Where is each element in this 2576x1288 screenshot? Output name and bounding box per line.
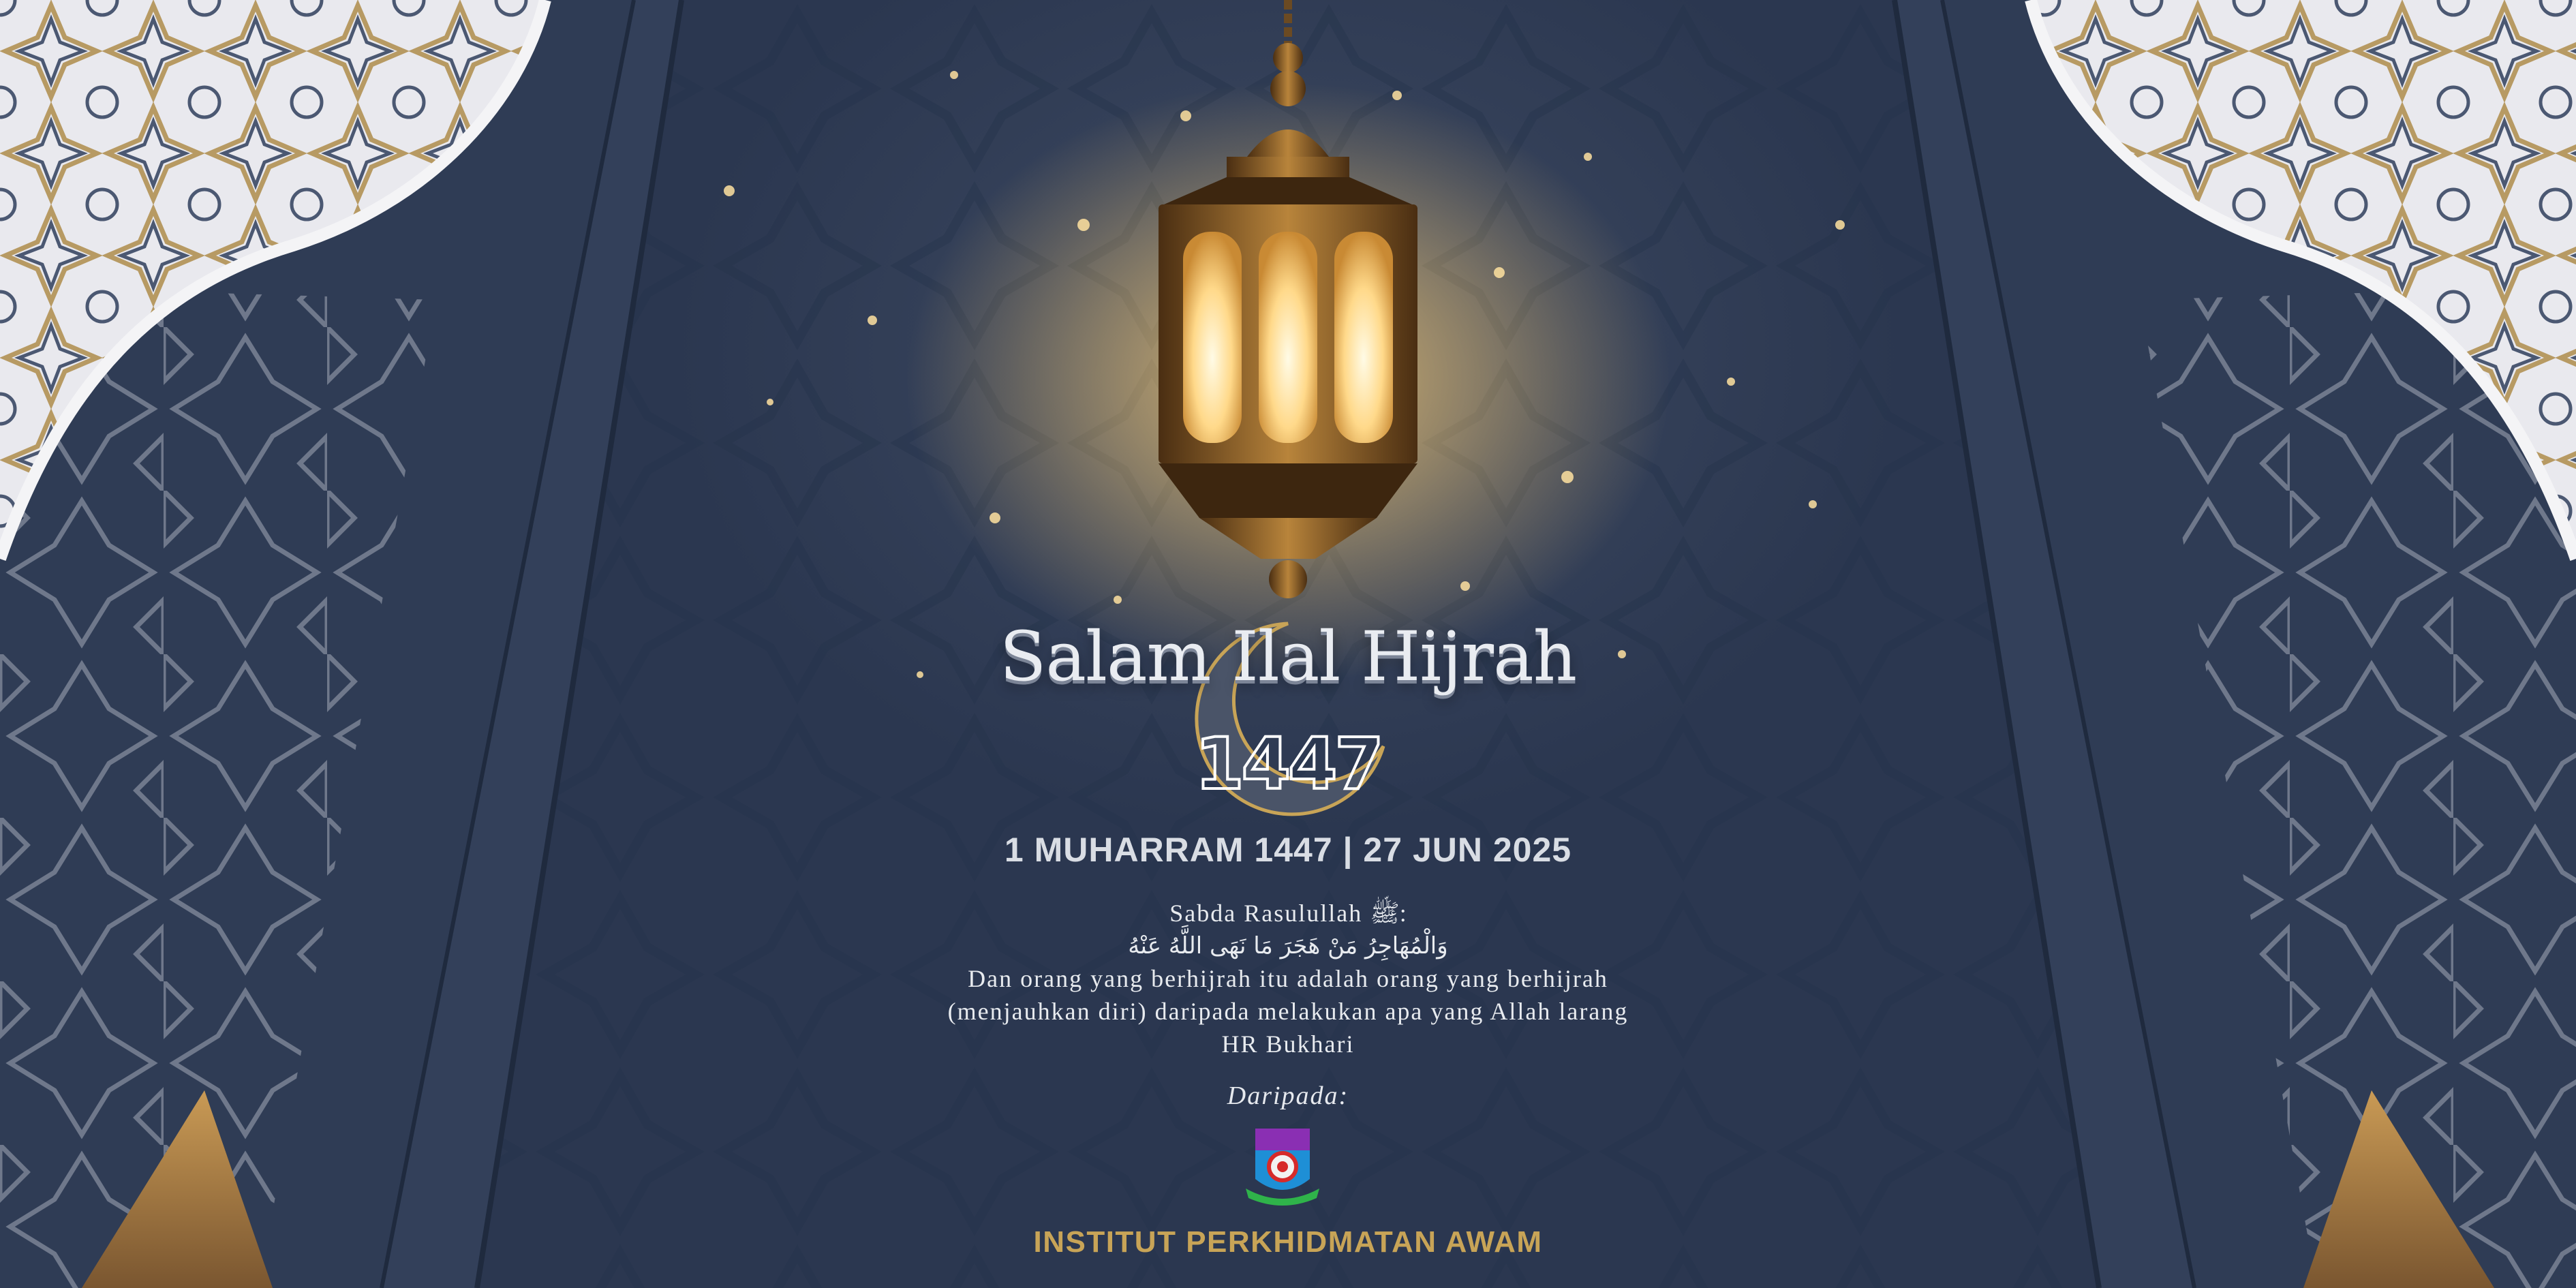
hadith-arabic: وَالْمُهَاجِرُ مَنْ هَجَرَ مَا نَهَى اللَّهُ عَنْهُ — [1128, 932, 1448, 960]
hanging-lantern-icon — [1152, 0, 1424, 613]
from-label: Daripada: — [1227, 1082, 1349, 1110]
date-line: 1 MUHARRAM 1447 | 27 JUN 2025 — [1004, 831, 1572, 869]
organization-name: INSTITUT PERKHIDMATAN AWAM — [1033, 1225, 1543, 1259]
hadith-block — [0, 897, 2576, 1060]
hadith-source: HR Bukhari — [1221, 1030, 1355, 1058]
hijri-year: 1447 — [1195, 722, 1381, 806]
greeting-title: Salam Ilal Hijrah — [999, 617, 1577, 696]
hadith-intro: Sabda Rasulullah ﷺ: — [1169, 900, 1407, 927]
hadith-translation-line2: (menjauhkan diri) daripada melakukan apa yang Allah larang — [947, 998, 1629, 1025]
organization-emblem — [1242, 1126, 1323, 1212]
hadith-translation-line1: Dan orang yang berhijrah itu adalah orang yang berhijrah — [968, 965, 1608, 992]
